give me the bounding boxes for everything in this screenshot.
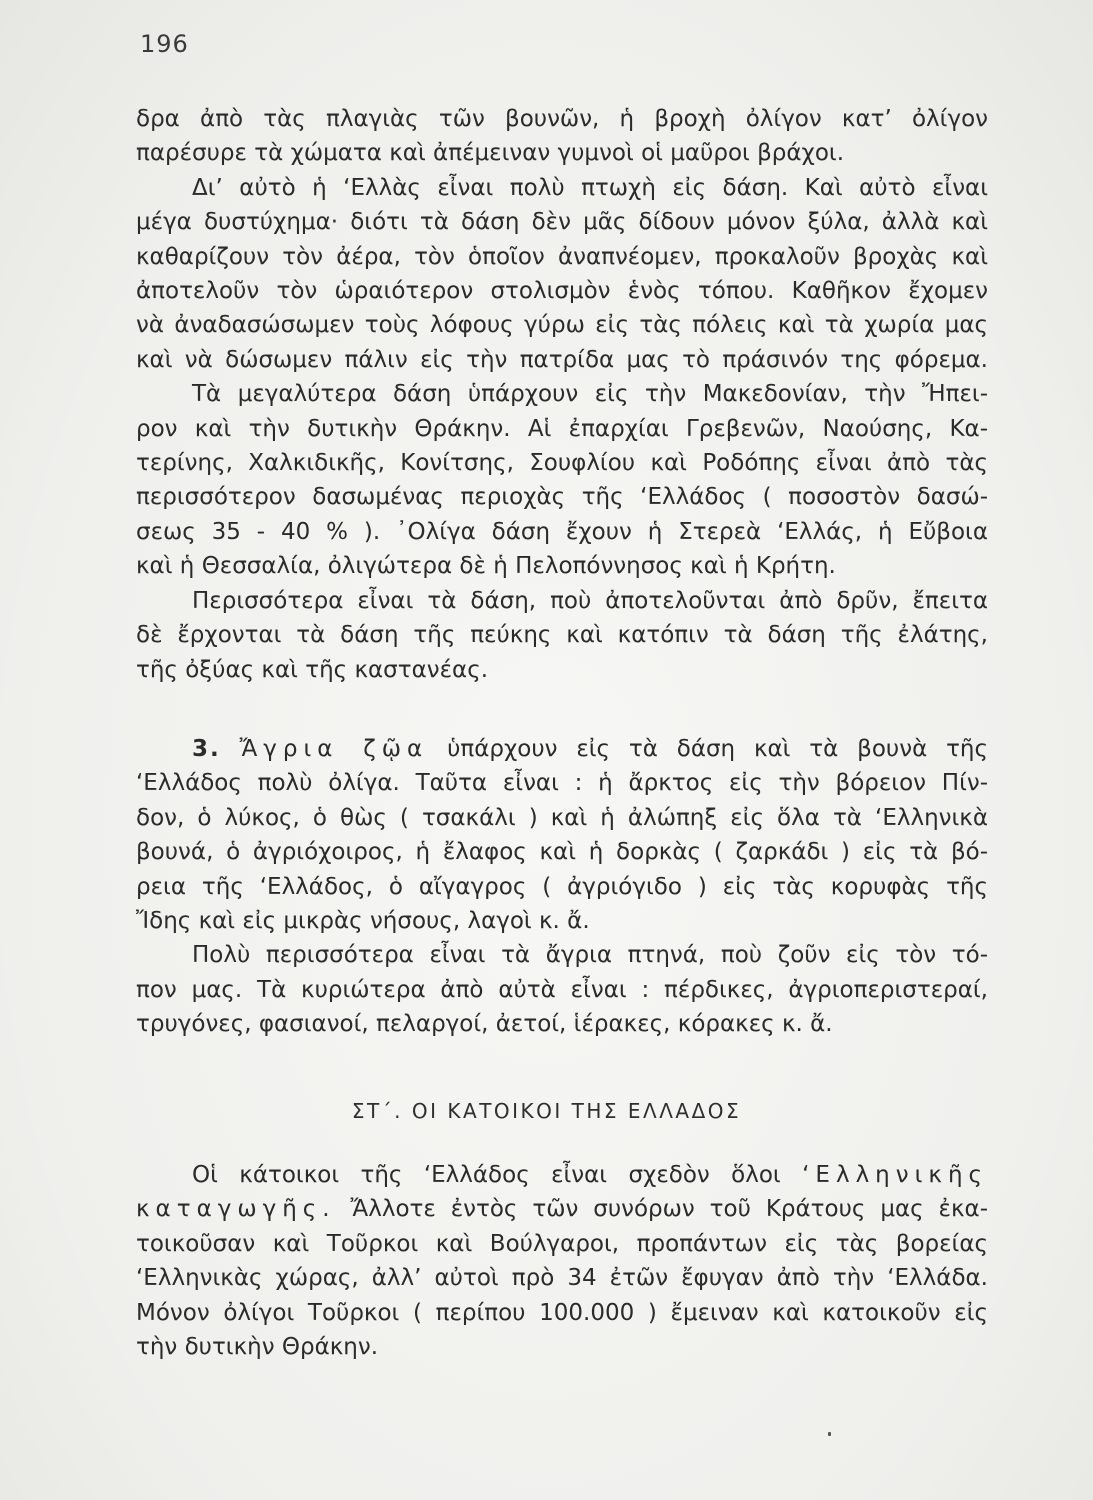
text-line: τερίνης, Χαλκιδικῆς, Κονίτσης, Σουφλίου καὶ Ροδόπης εἶναι ἀπὸ τὰς (136, 450, 988, 477)
text-line: περισσότερον δασωμένας περιοχὰς τῆς ‘Ελλάδος ( ποσοστὸν δασώ- (136, 484, 988, 511)
page-number: 196 (140, 30, 189, 58)
text-line (136, 1192, 988, 1226)
text-line: ρεια τῆς ‘Ελλάδος, ὁ αἴγαγρος ( ἀγριόγιδο ) εἰς τὰς κορυφὰς τῆς (136, 873, 988, 900)
text-line: καθαρίζουν τὸν ἀέρα, τὸν ὁποῖον ἀναπνέομεν, προκαλοῦν βροχὰς καὶ (136, 243, 988, 270)
text-line: τῆς ὀξύας καὶ τῆς καστανέας. (136, 656, 489, 683)
inhabitants-text (136, 1158, 988, 1364)
text-line: βουνά, ὁ ἀγριόχοιρος, ἡ ἔλαφος καὶ ἡ δορκὰς ( ζαρκάδι ) εἰς τὰ βό- (136, 839, 988, 866)
text-line: ἀποτελοῦν τὸν ὡραιότερον στολισμὸν ἑνὸς τόπου. Καθῆκον ἔχομεν (136, 278, 988, 305)
section-heading: ΣΤ΄. ΟΙ ΚΑΤΟΙΚΟΙ ΤΗΣ ΕΛΛΑΔΟΣ (351, 1099, 742, 1123)
text-line-rest: Ἄλλοτε ἐντὸς τῶν συνόρων τοῦ Κράτους μας ἐκα- (350, 1196, 988, 1223)
text-line: ρον καὶ τὴν δυτικὴν Θράκην. Αἱ ἐπαρχίαι Γρεβενῶν, Ναούσης, Κα- (136, 415, 988, 442)
spaced-term: ‘Ελληνικῆς (802, 1162, 989, 1188)
text-line: δὲ ἔρχονται τὰ δάση τῆς πεύκης καὶ κατόπιν τὰ δάση τῆς ἐλάτης, (136, 622, 988, 649)
text-line: Ἴδης καὶ εἰς μικρὰς νήσους, λαγοὶ κ. ἄ. (136, 908, 590, 935)
text-line: Περισσότερα εἶναι τὰ δάση, ποὺ ἀποτελοῦνται ἀπὸ δρῦν, ἔπειτα (192, 587, 988, 614)
wild-animals-text (136, 732, 988, 1042)
forests-text (136, 102, 988, 687)
text-line: τὴν δυτικὴν Θράκην. (136, 1334, 379, 1361)
text-line-rest: ὑπάρχουν εἰς τὰ δάση καὶ τὰ βουνὰ τῆς (447, 736, 988, 762)
text-line-start: Οἱ κάτοικοι τῆς ‘Ελλάδος εἶναι σχεδὸν ὅλοι (192, 1162, 781, 1188)
text-line: τοικοῦσαν καὶ Τοῦρκοι καὶ Βούλγαροι, προπάντων εἰς τὰς βορείας (136, 1230, 988, 1257)
ink-speck (828, 1432, 831, 1436)
text-line: μέγα δυστύχημα· διότι τὰ δάση δὲν μᾶς δίδουν μόνον ξύλα, ἀλλὰ καὶ (136, 209, 988, 236)
text-line: καὶ ἡ Θεσσαλία, ὀλιγώτερα δὲ ἡ Πελοπόννησος καὶ ἡ Κρήτη. (136, 553, 836, 580)
text-line: Μόνον ὀλίγοι Τοῦρκοι ( περίπου 100.000 ) ἔμειναν καὶ κατοικοῦν εἰς (136, 1299, 988, 1326)
text-line: δον, ὁ λύκος, ὁ θὼς ( τσακάλι ) καὶ ἡ ἀλώπηξ εἰς ὅλα τὰ ‘Ελληνικὰ (136, 804, 988, 831)
text-line: πον μας. Τὰ κυριώτερα ἀπὸ αὐτὰ εἶναι : πέρδικες, ἀγριοπεριστεραί, (136, 976, 988, 1003)
text-line: τρυγόνες, φασιανοί, πελαργοί, ἀετοί, ἱέρακες, κόρακες κ. ἄ. (136, 1011, 833, 1038)
text-line: σεως 35 - 40 % ). ᾿Ολίγα δάση ἔχουν ἡ Στερεὰ ‘Ελλάς, ἡ Εὔβοια (136, 518, 988, 545)
section-first-line (136, 732, 988, 766)
text-line: Δι’ αὐτὸ ἡ ‘Ελλὰς εἶναι πολὺ πτωχὴ εἰς δάση. Καὶ αὐτὸ εἶναι (192, 174, 988, 201)
text-line: δρα ἀπὸ τὰς πλαγιὰς τῶν βουνῶν, ἡ βροχὴ ὀλίγον κατ’ ὀλίγον (136, 106, 988, 132)
text-line: νὰ ἀναδασώσωμεν τοὺς λόφους γύρω εἰς τὰς πόλεις καὶ τὰ χωρία μας (136, 312, 988, 339)
text-line: ‘Ελλάδος πολὺ ὀλίγα. Ταῦτα εἶναι : ἡ ἄρκτος εἰς τὴν βόρειον Πίν- (136, 770, 988, 797)
section-number: 3. (192, 736, 221, 762)
text-line: παρέσυρε τὰ χώματα καὶ ἀπέμειναν γυμνοὶ οἱ μαῦροι βράχοι. (136, 140, 845, 167)
text-line (136, 1158, 988, 1192)
text-line: Τὰ μεγαλύτερα δάση ὑπάρχουν εἰς τὴν Μακεδονίαν, τὴν Ἤπει- (192, 381, 988, 408)
section-term: Ἄγρια ζῷα (239, 736, 429, 762)
spaced-term: καταγωγῆς. (136, 1196, 336, 1223)
text-line: ‘Ελληνικὰς χώρας, ἀλλ’ αὐτοὶ πρὸ 34 ἐτῶν ἔφυγαν ἀπὸ τὴν ‘Ελλάδα. (136, 1265, 988, 1292)
text-line: καὶ νὰ δώσωμεν πάλιν εἰς τὴν πατρίδα μας τὸ πράσινόν της φόρεμα. (136, 346, 988, 373)
text-line: Πολὺ περισσότερα εἶναι τὰ ἄγρια πτηνά, ποὺ ζοῦν εἰς τὸν τό- (192, 942, 988, 969)
